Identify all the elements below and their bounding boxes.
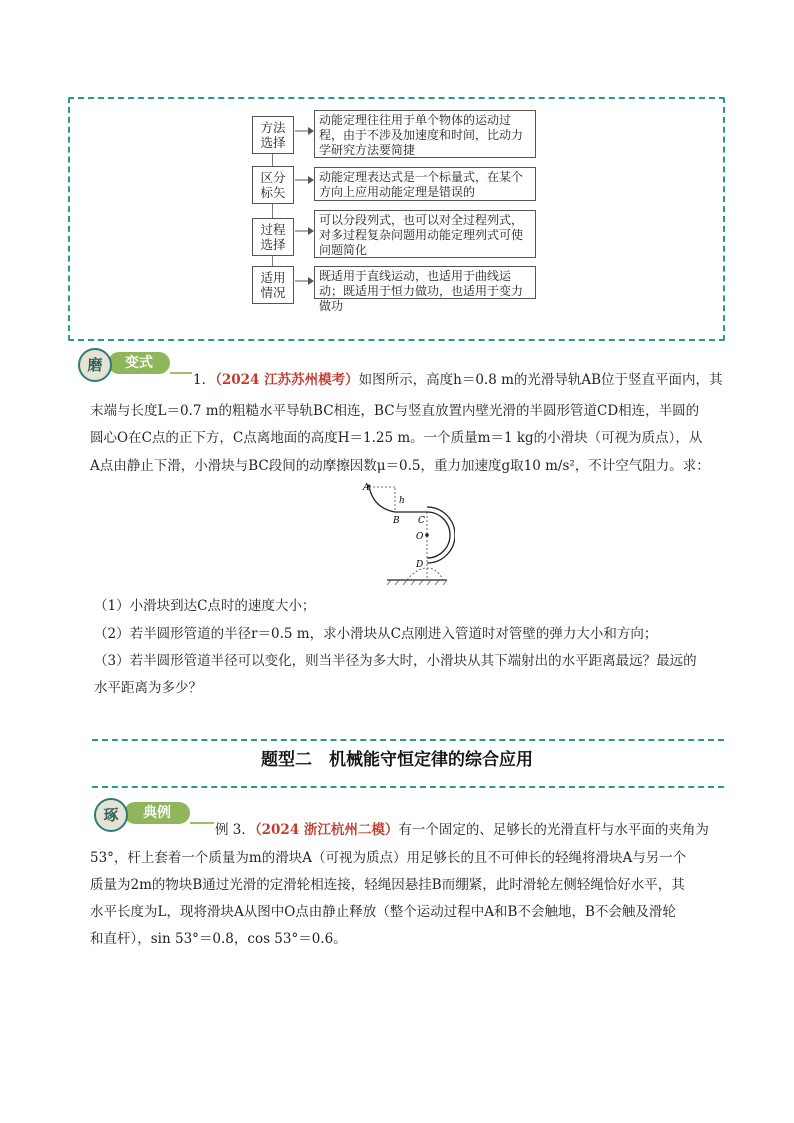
variant-line-2: 末端与长度L＝0.7 m的粗糙水平导轨BC相连，BC与竖直放置内壁光滑的半圆形管道CD相连，半圆的 [90,403,700,419]
example-banner-label: 典例 [124,802,190,824]
fig-label-O: O [416,532,424,542]
fig-label-h: h [399,496,405,506]
fig-label-B: B [393,516,400,526]
fig-label-C: C [418,516,425,526]
summary-label-3: 过程 选择 [252,218,294,256]
arrow-right-icon [295,226,314,236]
summary-desc-3: 可以分段列式，也可以对全过程列式，对多过程复杂问题用动能定理列式可使问题简化 [314,210,536,258]
example-source: （2024 浙江杭州二模） [254,822,399,838]
arrow-right-icon [295,126,314,136]
question-3: （3）若半圆形管道半径可以变化，则当半径为多大时，小滑块从其下端射出的水平距离最远？最远的 [94,653,697,669]
track-diagram [355,482,455,586]
example-line-5: 和直杆），sin 53°＝0.8，cos 53°＝0.6。 [90,931,347,947]
example-line-1: 有一个固定的、足够长的光滑直杆与水平面的夹角为 [398,822,709,838]
example-first-line [215,817,709,844]
example-prefix: 例 3． [215,822,255,838]
section-divider-bottom [92,786,724,788]
summary-label-2: 区分 标矢 [252,166,294,204]
variant-line-3: 圆心O在C点的正下方，C点离地面的高度H＝1.25 m。一个质量m＝1 kg的小滑块（可视为质点），从 [90,430,703,446]
summary-desc-2: 动能定理表达式是一个标量式，在某个方向上应用动能定理是错误的 [314,167,536,201]
summary-label-4: 适用 情况 [252,266,294,304]
summary-desc-4: 既适用于直线运动，也适用于曲线运动；既适用于恒力做功，也适用于变力做功 [314,266,536,299]
variant-source: （2024 江苏苏州模考） [215,372,359,388]
fig-label-D: D [416,560,424,570]
summary-desc-1: 动能定理往往用于单个物体的运动过程，由于不涉及加速度和时间，比动力学研究方法要简捷 [314,110,536,158]
variant-number: 1． [193,372,216,388]
variant-badge: 磨 [78,348,112,382]
example-banner-tail [190,822,214,824]
question-1: （1）小滑块到达C点时的速度大小； [94,598,316,614]
question-2: （2）若半圆形管道的半径r＝0.5 m，求小滑块从C点刚进入管道时对管壁的弹力大小和方向； [94,626,658,642]
example-line-2: 53°，杆上套着一个质量为m的滑块A（可视为质点）用足够长的且不可伸长的轻绳将滑块A与另一个 [90,850,687,866]
section-divider-top [92,739,724,741]
question-3-cont: 水平距离为多少？ [94,680,202,696]
arrow-right-icon [295,175,314,185]
example-line-4: 水平长度为L，现将滑块A从图中O点由静止释放（整个运动过程中A和B不会触地，B不会触及滑轮 [90,904,676,920]
variant-banner-tail [170,372,192,374]
example-line-3: 质量为2m的物块B通过光滑的定滑轮相连接，轻绳因悬挂B而绷紧，此时滑轮左侧轻绳恰好水平，其 [90,877,685,893]
variant-first-line [193,367,723,394]
example-badge: 琢 [94,798,128,832]
arrow-right-icon [295,276,314,286]
variant-line-1: 如图所示，高度h＝0.8 m的光滑导轨AB位于竖直平面内，其 [358,372,723,388]
fig-label-A: A [363,483,370,493]
summary-label-1: 方法 选择 [252,116,294,154]
variant-banner-label: 变式 [108,352,170,374]
section-title: 题型二 机械能守恒定律的综合应用 [261,750,533,770]
variant-line-4: A点由静止下滑，小滑块与BC段间的动摩擦因数μ＝0.5，重力加速度g取10 m/s²，不计空气阻力。求： [90,458,710,474]
